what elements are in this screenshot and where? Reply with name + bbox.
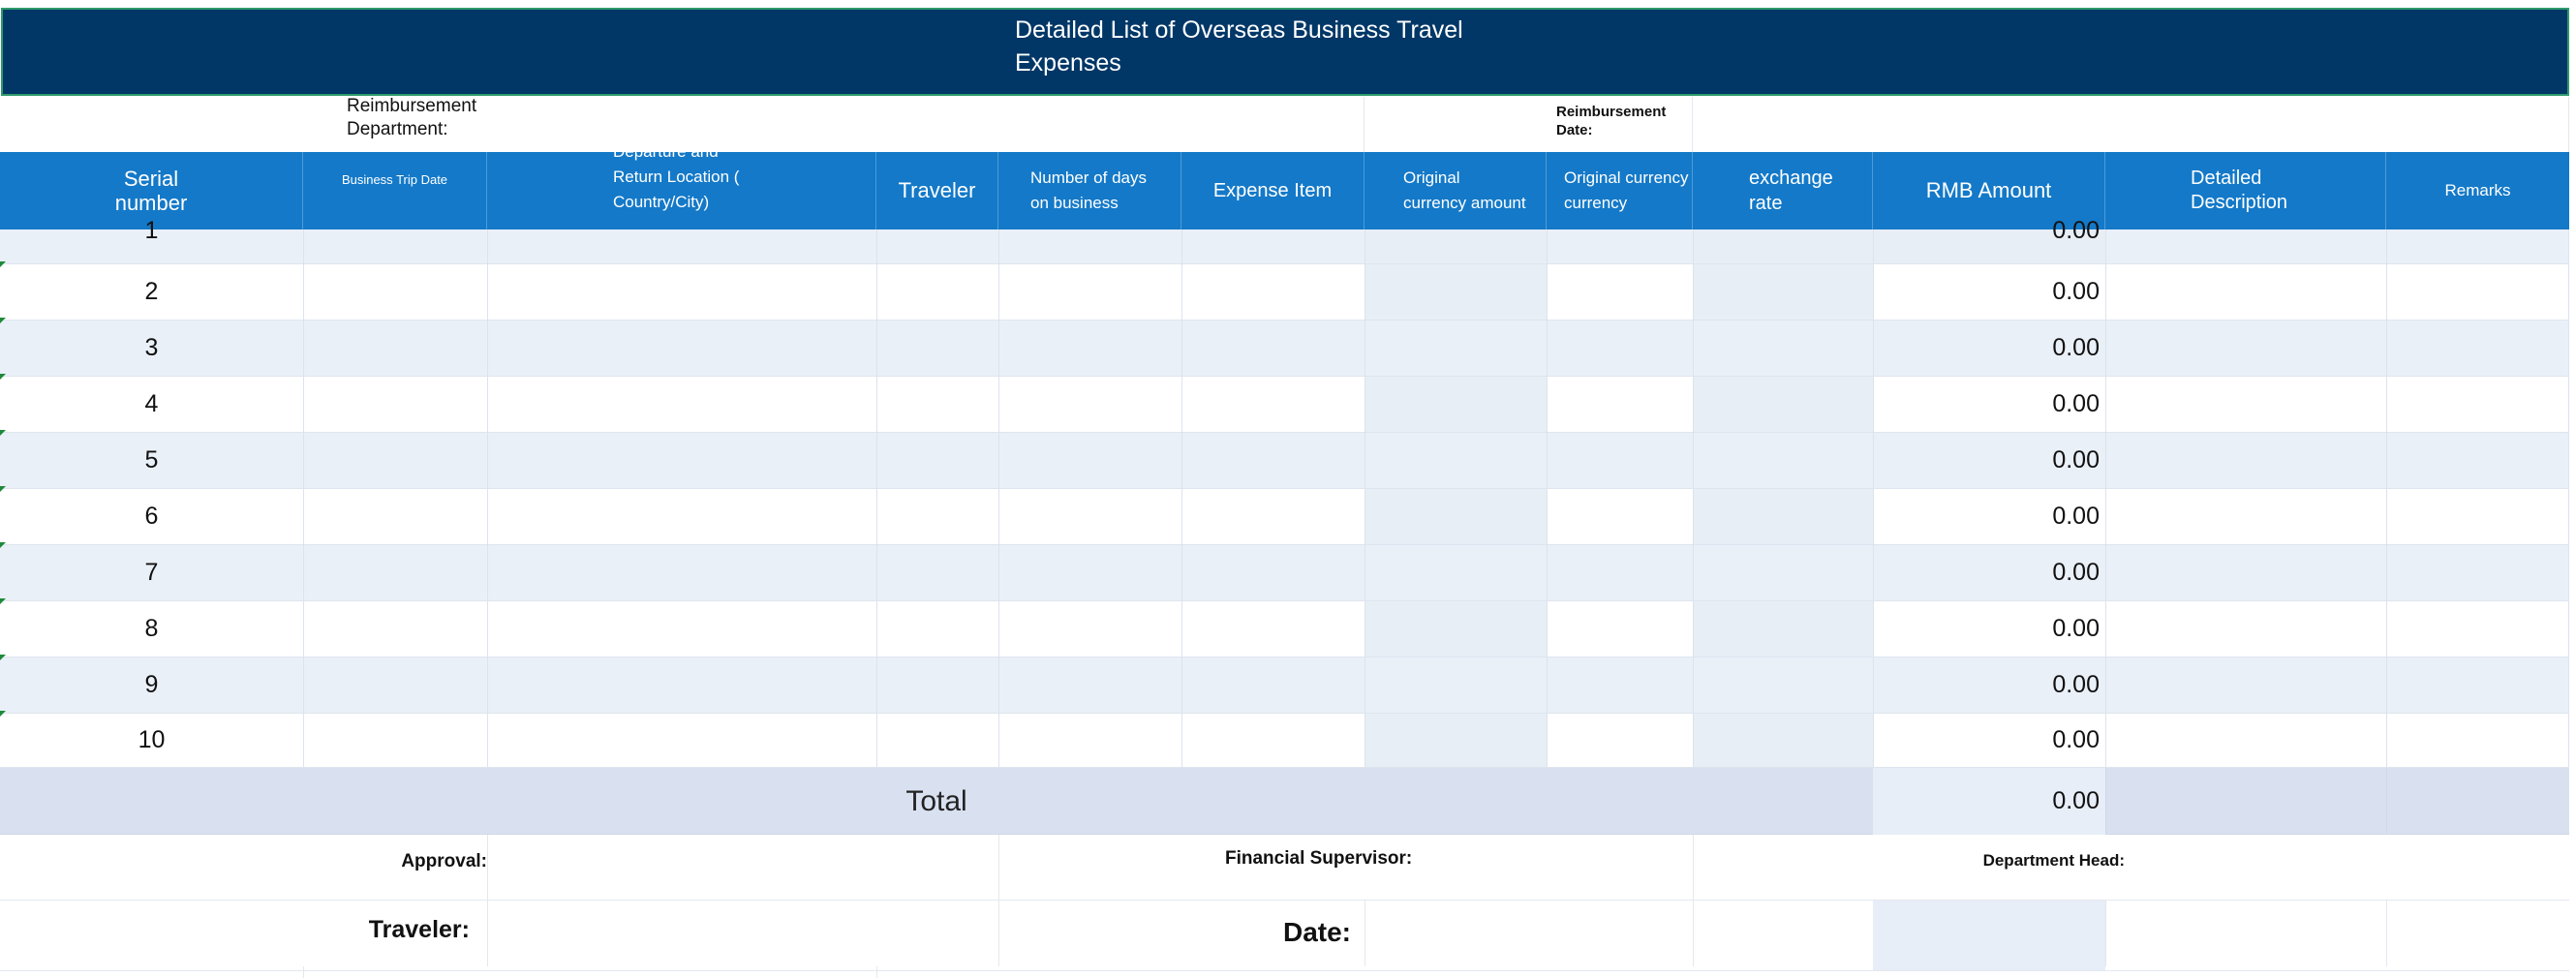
rmb-amount-cell[interactable]: 0.00 xyxy=(2052,615,2100,642)
column-header-number-of-days[interactable] xyxy=(998,152,1181,229)
department-head-label: Department Head: xyxy=(1982,851,2125,870)
info-divider xyxy=(2568,97,2569,152)
column-header-expense-item[interactable] xyxy=(1181,152,1365,229)
column-header-label: Departure and Return Location ( Country/City) xyxy=(613,142,740,211)
table-header xyxy=(0,142,2569,229)
rmb-amount-cell[interactable]: 0.00 xyxy=(2052,278,2100,305)
financial-supervisor-label: Financial Supervisor: xyxy=(1225,848,1413,869)
signature-divider xyxy=(487,835,488,966)
column-header-traveler[interactable] xyxy=(876,152,998,229)
column-header-label: Traveler xyxy=(898,178,976,202)
column-header-detailed-description[interactable] xyxy=(2105,152,2386,229)
serial-number-cell[interactable]: 4 xyxy=(144,390,159,417)
column-header-location[interactable] xyxy=(487,142,876,229)
serial-number-cell[interactable]: 6 xyxy=(144,503,159,530)
date-label: Date: xyxy=(1282,917,1351,947)
signature-divider xyxy=(2386,900,2387,966)
date-value-cell[interactable] xyxy=(1873,901,2105,970)
reimbursement-department-label: Reimbursement Department: xyxy=(347,96,477,139)
column-header-label: Number of days on business xyxy=(1030,168,1147,212)
column-header-business-trip-date[interactable] xyxy=(303,152,487,229)
sheet-title: Detailed List of Overseas Business Travel Expenses xyxy=(1015,16,1463,76)
column-header-exchange-rate[interactable] xyxy=(1693,152,1873,229)
serial-number-cell[interactable]: 10 xyxy=(138,726,166,753)
signature-divider xyxy=(0,970,2569,971)
rmb-amount-cell[interactable]: 0.00 xyxy=(2052,559,2100,586)
serial-number-cell[interactable]: 1 xyxy=(144,217,159,244)
signature-divider xyxy=(2105,900,2106,966)
total-divider xyxy=(2105,768,2106,835)
rmb-amount-cell[interactable]: 0.00 xyxy=(2052,503,2100,530)
approval-label: Approval: xyxy=(401,851,487,871)
column-header-label: Original currency amount xyxy=(1403,168,1526,212)
serial-number-cell[interactable]: 3 xyxy=(144,334,159,361)
total-divider xyxy=(2386,768,2387,835)
info-divider xyxy=(1692,97,1693,152)
column-header-label: RMB Amount xyxy=(1925,178,2052,202)
serial-number-cell[interactable]: 2 xyxy=(144,278,159,305)
signature-divider xyxy=(303,966,304,978)
rmb-amount-cell[interactable]: 0.00 xyxy=(2052,217,2100,244)
total-label: Total xyxy=(905,784,967,817)
column-header-label: Detailed Description xyxy=(2191,168,2288,213)
signature-divider xyxy=(998,835,999,966)
reimbursement-date-label: Reimbursement Date: xyxy=(1556,104,1667,138)
column-header-label: exchange rate xyxy=(1749,168,1833,214)
column-header-label: Serial number xyxy=(114,167,188,215)
signature-divider xyxy=(876,966,877,978)
body-gridlines xyxy=(0,229,2569,768)
column-header-label: Business Trip Date xyxy=(341,172,448,187)
signature-divider xyxy=(1693,835,1694,966)
rmb-amount-cell[interactable]: 0.00 xyxy=(2052,446,2100,474)
rmb-amount-cell[interactable]: 0.00 xyxy=(2052,334,2100,361)
serial-number-cell[interactable]: 8 xyxy=(144,615,159,642)
column-header-label: Expense Item xyxy=(1212,179,1333,201)
rmb-amount-cell[interactable]: 0.00 xyxy=(2052,671,2100,698)
serial-number-cell[interactable]: 9 xyxy=(144,671,159,698)
column-header-original-currency-amount[interactable] xyxy=(1365,152,1547,229)
traveler-signature-label: Traveler: xyxy=(368,916,470,943)
column-header-original-currency[interactable] xyxy=(1547,152,1693,229)
rmb-amount-cell[interactable]: 0.00 xyxy=(2052,726,2100,753)
column-header-label: Original currency currency xyxy=(1564,168,1689,212)
signature-divider xyxy=(0,900,2569,901)
total-rmb-value[interactable]: 0.00 xyxy=(2052,787,2100,814)
serial-number-cell[interactable]: 5 xyxy=(144,446,159,474)
serial-number-cell[interactable]: 7 xyxy=(144,559,159,586)
rmb-amount-cell[interactable]: 0.00 xyxy=(2052,390,2100,417)
info-divider xyxy=(1364,97,1365,152)
column-header-remarks[interactable] xyxy=(2386,152,2569,229)
column-header-label: Remarks xyxy=(2444,181,2511,199)
